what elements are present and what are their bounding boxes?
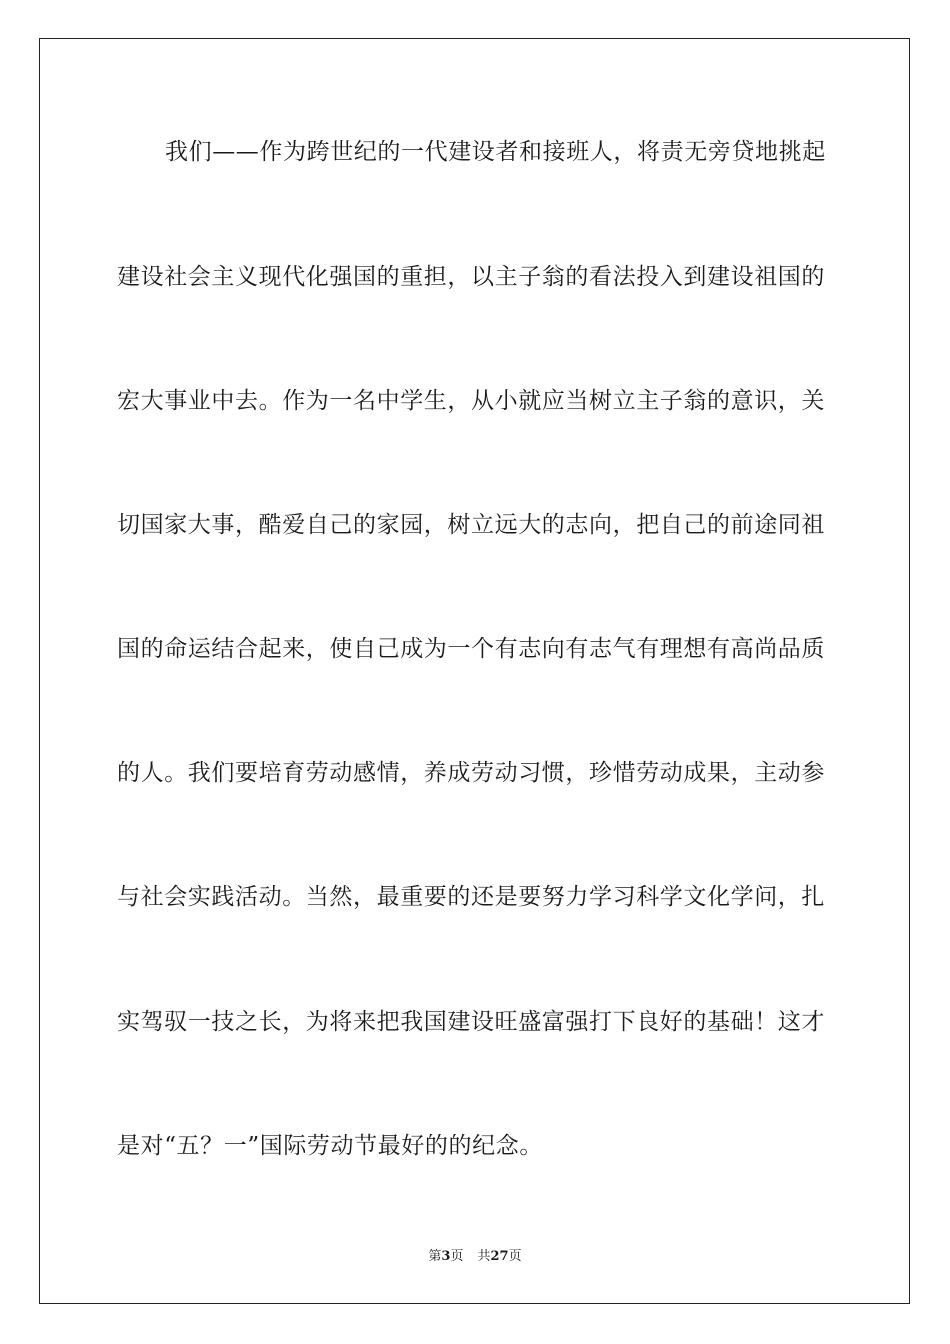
paragraph-line-2: 建设社会主义现代化强国的重担，以主子翁的看法投入到建设祖国的: [117, 264, 825, 290]
page-prefix: 第: [428, 1249, 442, 1264]
total-pages: 27: [490, 1249, 509, 1264]
paragraph-line-6: 的人。我们要培育劳动感情，养成劳动习惯，珍惜劳动成果，主动参: [117, 760, 825, 786]
paragraph-line-8: 实驾驭一技之长，为将来把我国建设旺盛富强打下良好的基础！这才: [117, 1009, 825, 1035]
page-number: 3: [441, 1249, 451, 1264]
total-prefix: 共: [477, 1249, 491, 1264]
page-border: [39, 38, 910, 1304]
total-suffix: 页: [508, 1249, 522, 1264]
page-footer: [0, 1248, 950, 1266]
paragraph-line-1: 我们——作为跨世纪的一代建设者和接班人，将责无旁贷地挑起: [165, 139, 826, 165]
paragraph-line-7: 与社会实践活动。当然，最重要的还是要努力学习科学文化学问，扎: [117, 884, 825, 910]
paragraph-line-5: 国的命运结合起来，使自己成为一个有志向有志气有理想有高尚品质: [117, 636, 825, 662]
paragraph-line-9: 是对“五？一”国际劳动节最好的的纪念。: [117, 1133, 543, 1159]
paragraph-line-4: 切国家大事，酷爱自己的家园，树立远大的志向，把自己的前途同祖: [117, 512, 825, 538]
paragraph-line-3: 宏大事业中去。作为一名中学生，从小就应当树立主子翁的意识，关: [117, 388, 825, 414]
page-suffix: 页: [450, 1249, 464, 1264]
